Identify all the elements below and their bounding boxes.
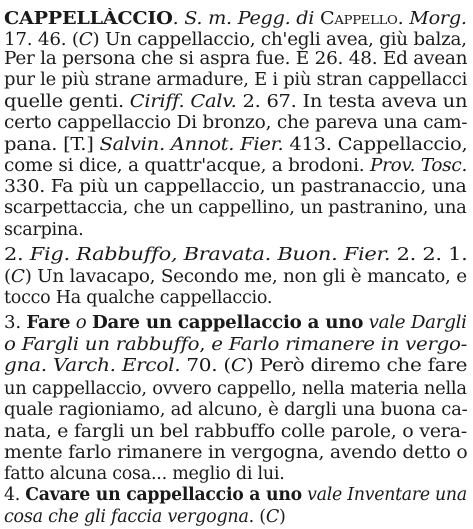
- text-run: Fig. Rabbuffo, Bravata. Buon. Fier.: [29, 245, 391, 266]
- text-run: C: [10, 267, 25, 288]
- text-run: Prov. Tosc.: [369, 156, 468, 177]
- entry-line: [4, 112, 467, 135]
- text-run: 330. Fa più un cappellaccio, un pastranaccio, una: [4, 176, 467, 197]
- text-run: cosa che gli faccia vergogna: [4, 506, 249, 527]
- text-run: 2. 2. 1.: [390, 245, 468, 266]
- text-run: pur le più strane armadure, E i più stran cappellacci: [4, 70, 468, 91]
- text-run: e Farlo rimanere in vergo-: [211, 334, 467, 355]
- entry-line: [4, 484, 467, 507]
- text-run: ) Un cappellaccio, ch'egli avea, giù balza,: [92, 30, 467, 51]
- text-run: C: [230, 356, 246, 377]
- text-run: quelle genti.: [4, 91, 130, 112]
- entry-line: [4, 176, 467, 199]
- text-run: (: [4, 267, 11, 288]
- text-run: C: [265, 506, 279, 527]
- text-run: vale Inventare una: [301, 485, 467, 506]
- text-run: 2. 67. In testa aveva un: [236, 91, 468, 112]
- text-run: vale Dargli: [363, 313, 467, 334]
- text-run: Salvin. Annot. Fier.: [99, 134, 284, 155]
- entry-line: [4, 463, 285, 486]
- dictionary-entry: [4, 4, 469, 527]
- entry-line: [4, 244, 467, 267]
- text-run: Fare: [26, 313, 71, 334]
- entry-line: [4, 421, 467, 444]
- text-run: un cappellaccio, ovvero cappello, nella materia nella: [4, 378, 467, 399]
- entry-line: [4, 287, 272, 310]
- text-run: quale ragioniamo, ad alcuno, è dargli una buona ca-: [4, 400, 468, 421]
- entry-line: [4, 334, 467, 357]
- text-run: gna. Varch. Ercol.: [4, 356, 181, 377]
- text-run: 4.: [4, 485, 26, 506]
- entry-line: [4, 155, 467, 178]
- text-run: Per la persona che si aspra fue. È 26. 48. Ed avean: [4, 48, 468, 69]
- text-run: o: [70, 313, 93, 334]
- text-run: come si dice, a quattr'acque, a brodoni.: [4, 156, 370, 177]
- text-run: mente farlo rimanere in vergogna, avendo detto o: [4, 443, 468, 464]
- text-run: ) Però diremo che fare: [245, 356, 468, 377]
- text-run: Dare un cappellaccio a uno: [92, 313, 364, 334]
- entry-line: [4, 442, 467, 465]
- text-run: ): [278, 506, 286, 527]
- text-run: nata, e fargli un bel rabbuffo colle parole, o vera-: [4, 421, 467, 442]
- text-run: C: [78, 30, 93, 51]
- entry-line: [4, 134, 467, 157]
- text-run: pana. [T.]: [4, 134, 100, 155]
- text-run: 3.: [4, 313, 27, 334]
- text-run: fatto alcuna cosa... meglio di lui.: [4, 463, 285, 484]
- text-run: ,: [199, 334, 212, 355]
- text-run: 413. Cappellaccio,: [283, 134, 468, 155]
- text-run: 70. (: [180, 356, 231, 377]
- entry-line: [4, 355, 467, 378]
- text-run: S. m. Pegg. di: [184, 8, 320, 29]
- entry-line: [4, 506, 286, 529]
- entry-line: [4, 399, 467, 422]
- text-run: Morg.: [409, 8, 467, 29]
- text-run: .: [397, 8, 410, 29]
- text-run: o Fargli un rabbuffo: [4, 334, 200, 355]
- text-run: Cavare un cappellaccio a uno: [25, 485, 302, 506]
- entry-line: [4, 69, 467, 92]
- text-run: ) Un lavacapo, Secondo me, non gli è mancato, e: [24, 267, 467, 288]
- text-run: tocco Ha qualche cappellaccio.: [4, 287, 273, 308]
- entry-line: [4, 266, 467, 289]
- entry-line: [4, 91, 467, 114]
- entry-line: [4, 197, 467, 220]
- text-run: . (: [248, 506, 266, 527]
- text-run: 17. 46. (: [4, 30, 79, 51]
- entry-line: [4, 219, 83, 242]
- text-run: certo cappellaccio Di bronzo, che pareva una cam-: [4, 113, 468, 134]
- text-run: Ciriff. Calv.: [129, 91, 237, 112]
- text-run: Cappello: [319, 8, 398, 29]
- text-run: .: [172, 8, 185, 29]
- entry-line: [4, 378, 467, 401]
- text-run: 2.: [4, 245, 30, 266]
- entry-line: [4, 8, 467, 31]
- text-run: CAPPELLÀCCIO: [4, 8, 173, 29]
- entry-line: [4, 312, 467, 335]
- entry-line: [4, 48, 467, 71]
- text-run: scarpettaccia, che un cappellino, un pastranino, una: [4, 198, 467, 219]
- text-run: scarpina.: [4, 219, 84, 240]
